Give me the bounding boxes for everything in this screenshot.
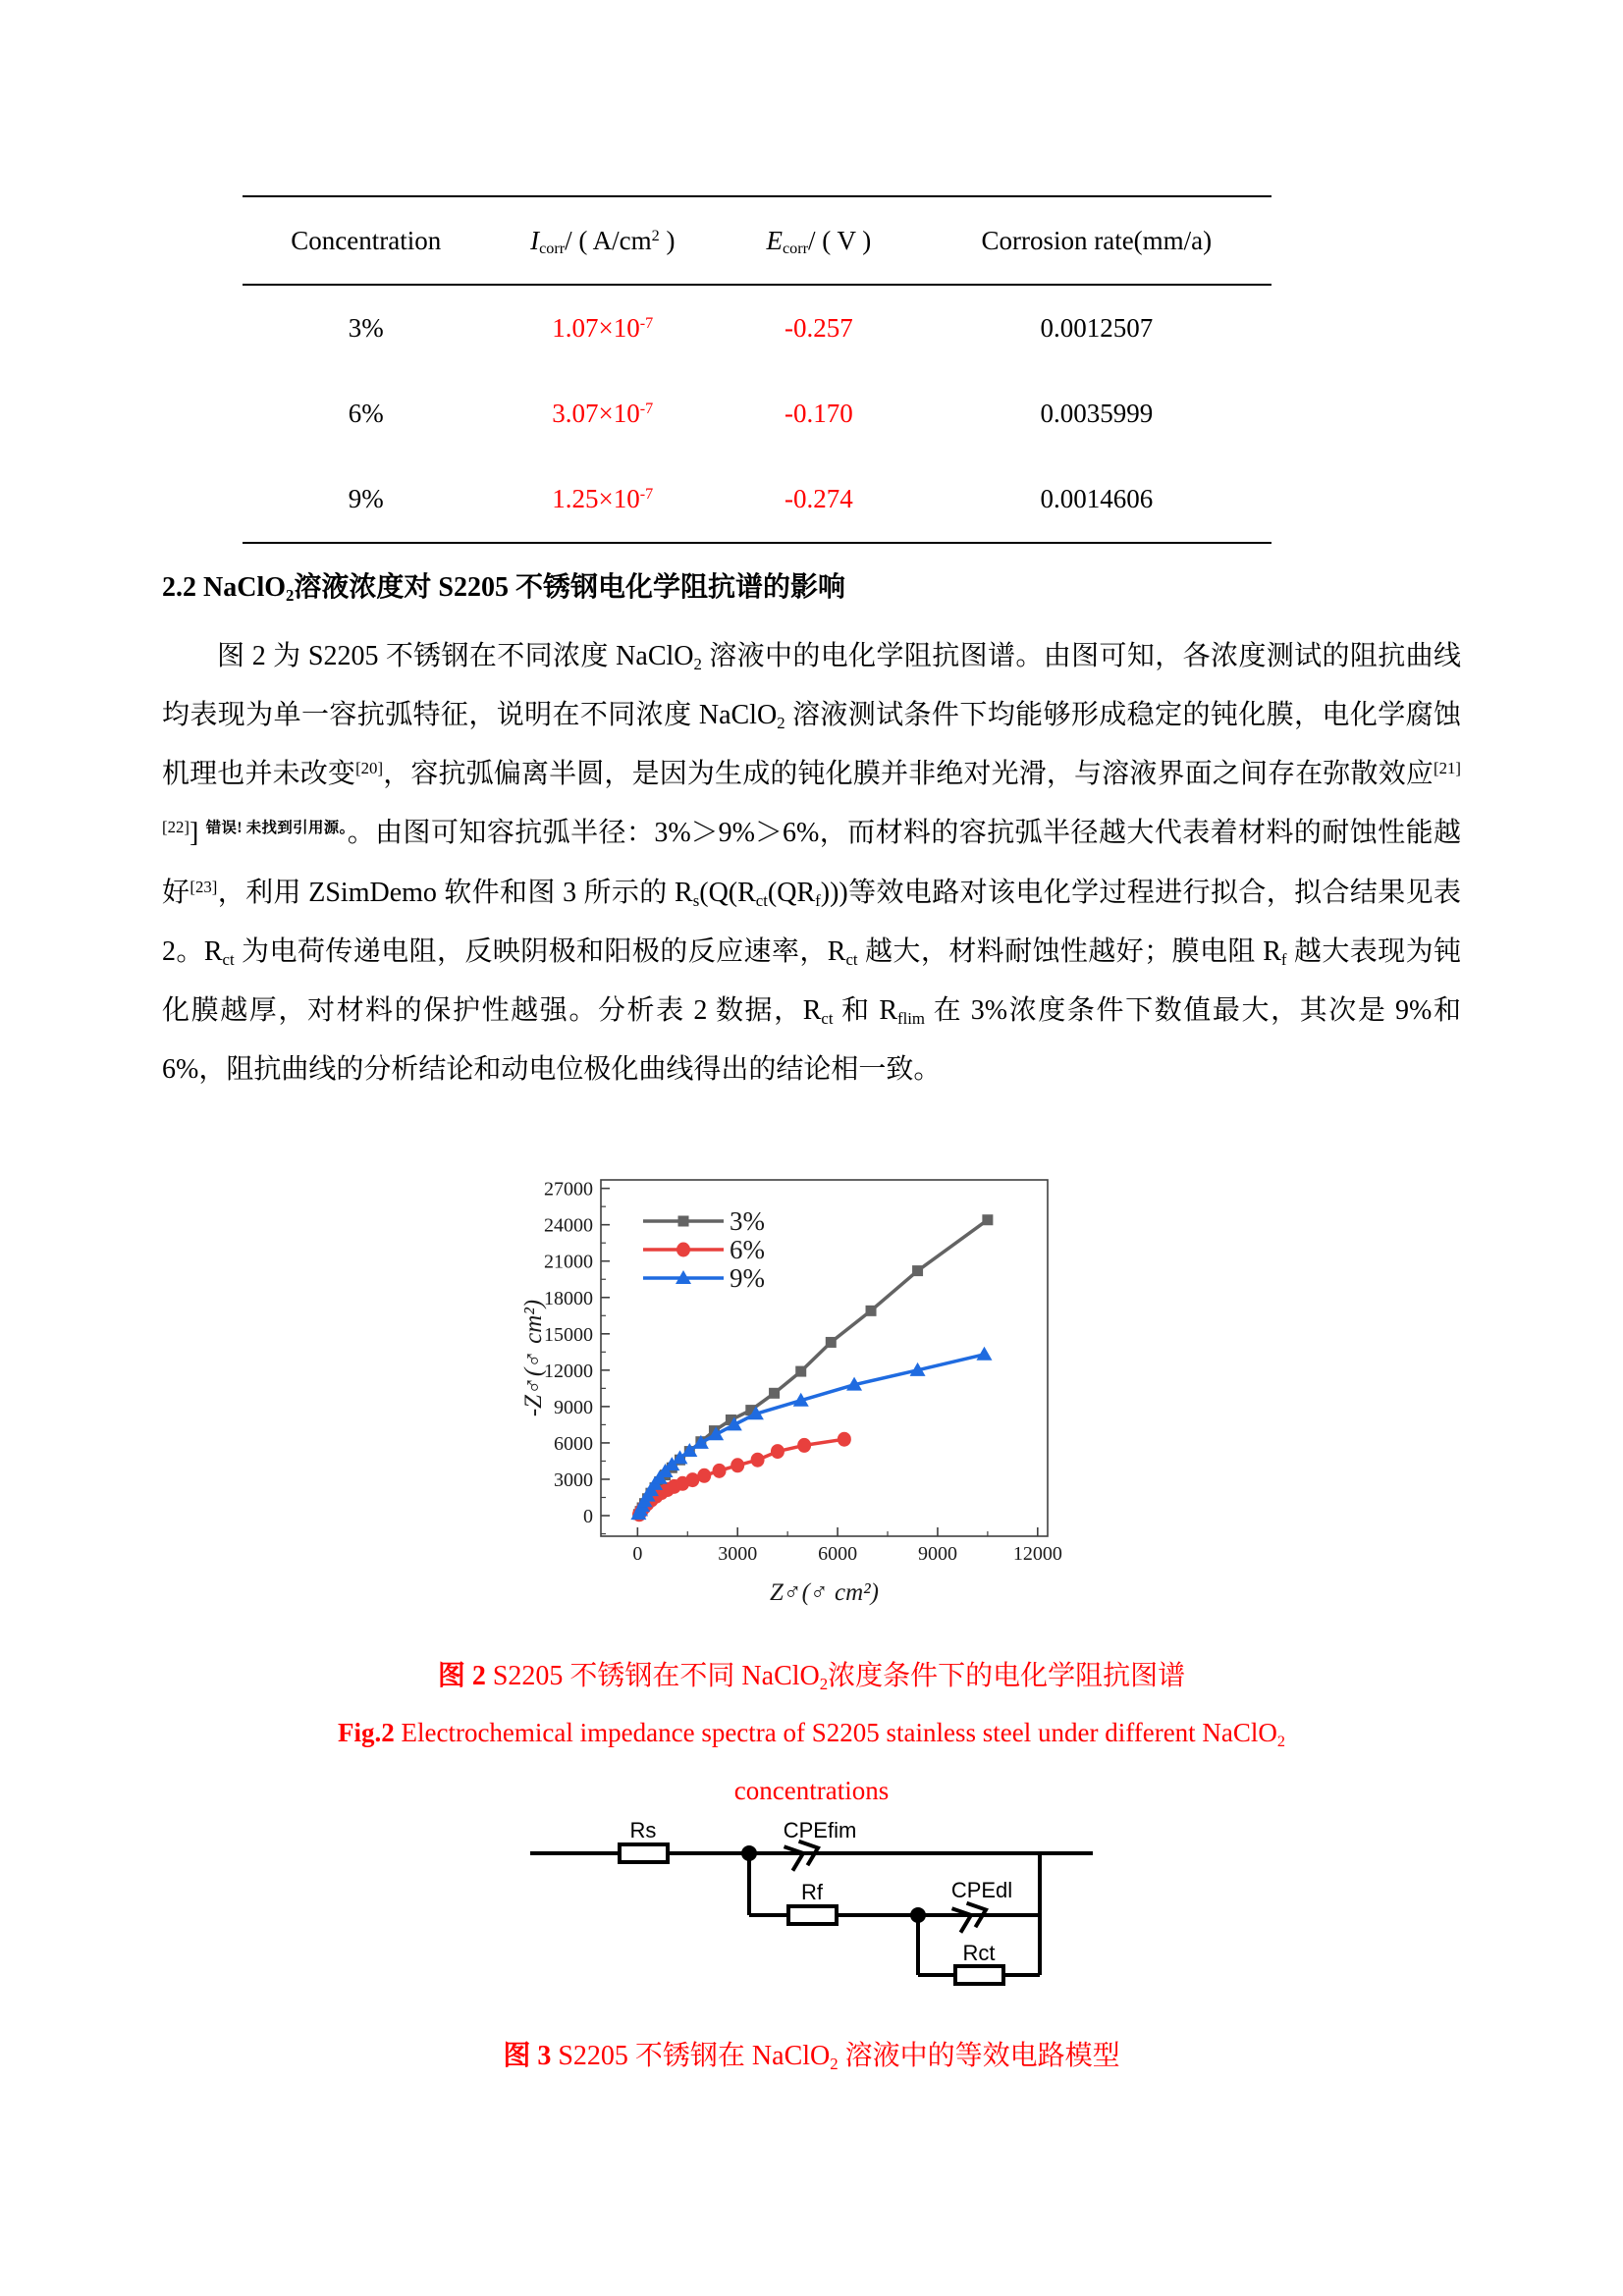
eis-nyquist-chart	[457, 1170, 1065, 1631]
series-line-9%	[638, 1355, 984, 1514]
y-tick-label: 3000	[554, 1468, 593, 1491]
equivalent-circuit-diagram	[530, 1819, 1100, 1996]
x-axis-title: Z♂(♂ cm²)	[770, 1579, 879, 1606]
marker-square-3%-legend	[678, 1216, 689, 1227]
cell-corrosion-rate: 0.0014606	[1040, 484, 1154, 513]
y-tick-label: 21000	[544, 1251, 593, 1273]
label-rf: Rf	[801, 1880, 823, 1904]
marker-circle-6%	[838, 1432, 851, 1447]
marker-circle-6%	[730, 1458, 744, 1472]
marker-circle-6%-legend	[676, 1243, 690, 1257]
eis-chart-svg	[457, 1170, 1065, 1631]
marker-square-3%	[912, 1265, 923, 1276]
x-tick-label: 12000	[1012, 1543, 1062, 1565]
circuit-svg	[530, 1819, 1100, 1996]
cell-ecorr: -0.257	[784, 313, 853, 343]
node-dot-2	[910, 1907, 926, 1923]
cell-ecorr: -0.274	[784, 484, 853, 513]
node-dot-1	[741, 1845, 757, 1861]
body-paragraph: 图 2 为 S2205 不锈钢在不同浓度 NaClO2 溶液中的电化学阻抗图谱。由图可知，各浓度测试的阻抗曲线均表现为单一容抗弧特征，说明在不同浓度 NaClO2 溶液测试条件下均能够形成稳定的钝化膜，电化学腐蚀机理也并未改变[20]，容抗弧偏离半圆，是因为生成的钝化膜并非绝对光滑，与溶液界面之间存在弥散效应[21][22]] $^{错误! 未找到引用源。}$。由图可知容抗弧半径：3%＞9%＞6%，而材料的容抗弧半径越大代表着材料的耐蚀性能越好[23]，利用 ZSimDemo 软件和图 3 所示的 Rs(Q(Rct(QRf)))等效电路对该电化学过程进行拟合，拟合结果见表 2。Rct 为电荷传递电阻，反映阴极和阳极的反应速率，Rct 越大，材料耐蚀性越好；膜电阻 Rf 越大表现为钝化膜越厚，对材料的保护性越强。分析表 2 数据，Rct 和 Rflim 在 3%浓度条件下数值最大，其次是 9%和 6%，阻抗曲线的分析结论和动电位极化曲线得出的结论相一致。	[162, 641, 1461, 1085]
section-heading: 2.2 NaClO2溶液浓度对 S2205 不锈钢电化学阻抗谱的影响	[162, 572, 845, 605]
label-cpedl: CPEdl	[950, 1878, 1013, 1902]
table-row	[243, 286, 1271, 371]
table-body	[243, 286, 1271, 542]
figure2-caption-zh: 图 2 S2205 不锈钢在不同 NaClO2浓度条件下的电化学阻抗图谱	[437, 1661, 1186, 1693]
legend-label-3%: 3%	[730, 1206, 765, 1236]
y-axis-title: -Z♂(♂ cm²)	[520, 1299, 547, 1417]
figure2-caption-en-line2: concentrations	[733, 1776, 890, 1805]
marker-square-3%	[769, 1388, 780, 1399]
y-tick-label: 9000	[554, 1396, 593, 1418]
x-tick-label: 9000	[917, 1543, 957, 1565]
marker-square-3%	[866, 1306, 877, 1316]
polarization-results-table	[243, 195, 1271, 544]
label-cpefim: CPEfim	[783, 1819, 857, 1842]
header-concentration: Concentration	[291, 225, 442, 255]
marker-circle-6%	[685, 1472, 699, 1487]
marker-triangle-9%	[976, 1347, 992, 1361]
legend-label-6%: 6%	[730, 1235, 765, 1264]
resistor-rs	[620, 1844, 668, 1862]
x-tick-label: 0	[632, 1543, 643, 1565]
marker-circle-6%	[797, 1438, 811, 1453]
resistor-rf	[788, 1906, 837, 1924]
y-tick-label: 18000	[544, 1287, 593, 1309]
header-corrosion-rate: Corrosion rate(mm/a)	[981, 225, 1213, 255]
marker-circle-6%	[751, 1453, 765, 1468]
cell-concentration: 3%	[348, 313, 384, 343]
header-ecorr: Ecorr/ ( V )	[766, 225, 872, 258]
y-tick-label: 6000	[554, 1432, 593, 1455]
label-rct: Rct	[962, 1941, 996, 1965]
label-rs: Rs	[629, 1819, 657, 1842]
marker-circle-6%	[713, 1464, 727, 1478]
marker-circle-6%	[697, 1468, 711, 1483]
table-row	[243, 456, 1271, 542]
cell-ecorr: -0.170	[784, 399, 853, 428]
figure2-caption-en-line1: Fig.2 Electrochemical impedance spectra of S2205 stainless steel under different NaClO2	[337, 1718, 1286, 1750]
y-tick-label: 0	[583, 1506, 593, 1528]
marker-square-3%	[826, 1337, 837, 1348]
header-icorr: Icorr/ ( $A/cm^2$ )	[530, 225, 676, 258]
marker-circle-6%	[771, 1444, 784, 1459]
cell-corrosion-rate: 0.0035999	[1040, 399, 1154, 428]
y-tick-label: 12000	[544, 1360, 593, 1382]
table-row	[243, 371, 1271, 456]
table-header-row	[243, 197, 1271, 286]
cell-concentration: 6%	[348, 399, 384, 428]
cell-icorr: $1.07\times 10^{-7}$	[552, 313, 654, 343]
cell-corrosion-rate: 0.0012507	[1040, 313, 1154, 343]
marker-square-3%	[982, 1214, 993, 1225]
y-tick-label: 27000	[544, 1178, 593, 1201]
cell-concentration: 9%	[348, 484, 384, 513]
y-tick-label: 24000	[544, 1214, 593, 1237]
x-tick-label: 6000	[818, 1543, 858, 1565]
figure3-caption: 图 3 S2205 不锈钢在 NaClO2 溶液中的等效电路模型	[503, 2041, 1120, 2073]
cell-icorr: $1.25\times 10^{-7}$	[552, 484, 654, 513]
cell-icorr: $3.07\times 10^{-7}$	[552, 399, 654, 428]
y-tick-label: 15000	[544, 1323, 593, 1346]
figure2-caption	[162, 1649, 1461, 1818]
resistor-rct	[955, 1966, 1003, 1984]
legend-label-9%: 9%	[730, 1263, 765, 1293]
x-tick-label: 3000	[718, 1543, 758, 1565]
marker-square-3%	[795, 1366, 806, 1377]
